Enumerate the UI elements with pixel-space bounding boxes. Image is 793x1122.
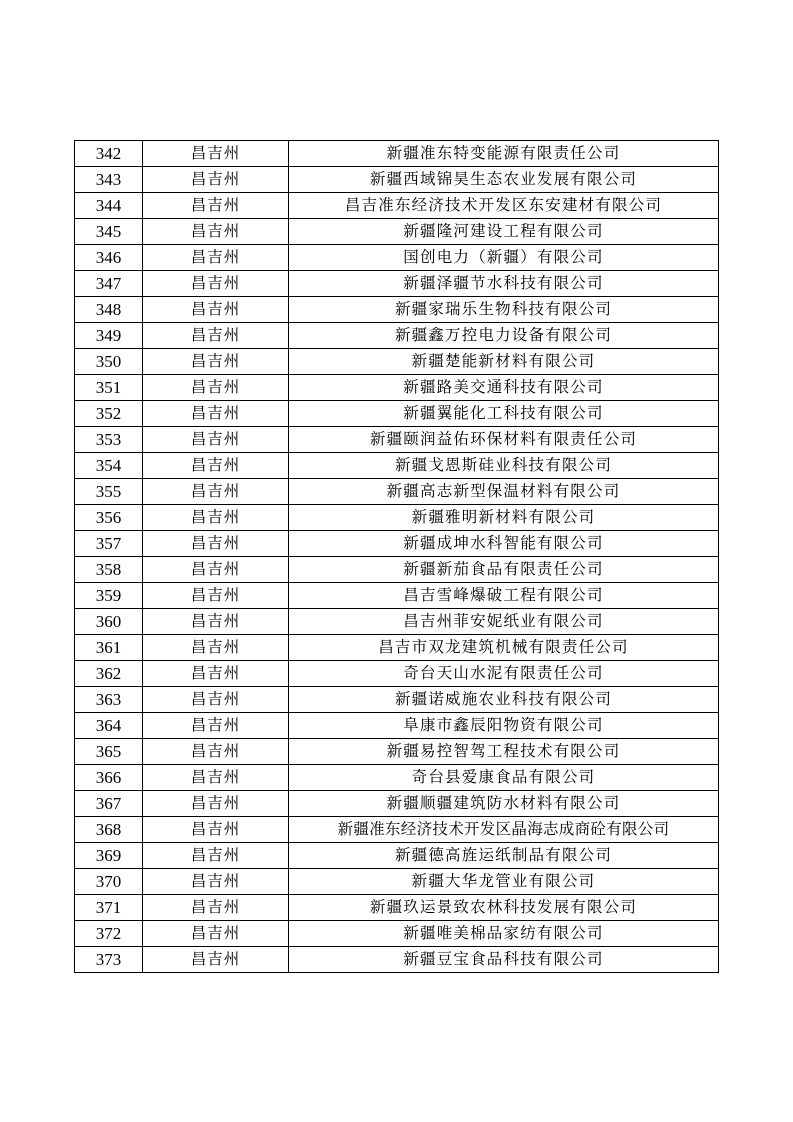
company-name-cell: 新疆顺疆建筑防水材料有限公司 — [289, 791, 719, 817]
region-cell: 昌吉州 — [143, 531, 289, 557]
region-cell: 昌吉州 — [143, 323, 289, 349]
row-number: 347 — [75, 271, 143, 297]
row-number: 371 — [75, 895, 143, 921]
region-cell: 昌吉州 — [143, 271, 289, 297]
table-row — [75, 479, 719, 505]
row-number: 372 — [75, 921, 143, 947]
row-number: 350 — [75, 349, 143, 375]
company-name-cell: 昌吉市双龙建筑机械有限责任公司 — [289, 635, 719, 661]
region-cell: 昌吉州 — [143, 245, 289, 271]
region-cell: 昌吉州 — [143, 349, 289, 375]
table-row — [75, 531, 719, 557]
row-number: 346 — [75, 245, 143, 271]
region-cell: 昌吉州 — [143, 141, 289, 167]
table-row — [75, 557, 719, 583]
region-cell: 昌吉州 — [143, 739, 289, 765]
table-row — [75, 271, 719, 297]
row-number: 359 — [75, 583, 143, 609]
document-page — [74, 140, 718, 973]
row-number: 356 — [75, 505, 143, 531]
row-number: 362 — [75, 661, 143, 687]
region-cell: 昌吉州 — [143, 375, 289, 401]
table-row — [75, 427, 719, 453]
company-name-cell: 阜康市鑫辰阳物资有限公司 — [289, 713, 719, 739]
row-number: 358 — [75, 557, 143, 583]
table-row — [75, 167, 719, 193]
row-number: 351 — [75, 375, 143, 401]
table-row — [75, 817, 719, 843]
company-name-cell: 新疆高志新型保温材料有限公司 — [289, 479, 719, 505]
region-cell: 昌吉州 — [143, 895, 289, 921]
row-number: 366 — [75, 765, 143, 791]
region-cell: 昌吉州 — [143, 635, 289, 661]
region-cell: 昌吉州 — [143, 869, 289, 895]
region-cell: 昌吉州 — [143, 453, 289, 479]
row-number: 342 — [75, 141, 143, 167]
table-row — [75, 635, 719, 661]
region-cell: 昌吉州 — [143, 765, 289, 791]
row-number: 343 — [75, 167, 143, 193]
company-name-cell: 新疆翼能化工科技有限公司 — [289, 401, 719, 427]
row-number: 373 — [75, 947, 143, 973]
table-row — [75, 687, 719, 713]
region-cell: 昌吉州 — [143, 401, 289, 427]
row-number: 353 — [75, 427, 143, 453]
company-name-cell: 新疆唯美棉品家纺有限公司 — [289, 921, 719, 947]
company-name-cell: 新疆隆河建设工程有限公司 — [289, 219, 719, 245]
table-row — [75, 297, 719, 323]
row-number: 369 — [75, 843, 143, 869]
table-row — [75, 453, 719, 479]
company-name-cell: 新疆诺威施农业科技有限公司 — [289, 687, 719, 713]
company-name-cell: 奇台县爱康食品有限公司 — [289, 765, 719, 791]
company-name-cell: 新疆楚能新材料有限公司 — [289, 349, 719, 375]
region-cell: 昌吉州 — [143, 557, 289, 583]
company-name-cell: 昌吉雪峰爆破工程有限公司 — [289, 583, 719, 609]
company-name-cell: 新疆易控智驾工程技术有限公司 — [289, 739, 719, 765]
region-cell: 昌吉州 — [143, 193, 289, 219]
company-name-cell: 新疆西域锦昊生态农业发展有限公司 — [289, 167, 719, 193]
row-number: 370 — [75, 869, 143, 895]
row-number: 361 — [75, 635, 143, 661]
company-name-cell: 新疆准东经济技术开发区晶海志成商砼有限公司 — [289, 817, 719, 843]
company-name-cell: 新疆豆宝食品科技有限公司 — [289, 947, 719, 973]
row-number: 360 — [75, 609, 143, 635]
company-name-cell: 新疆颐润益佑环保材料有限责任公司 — [289, 427, 719, 453]
row-number: 344 — [75, 193, 143, 219]
table-row — [75, 245, 719, 271]
region-cell: 昌吉州 — [143, 583, 289, 609]
region-cell: 昌吉州 — [143, 219, 289, 245]
table-row — [75, 193, 719, 219]
table-row — [75, 401, 719, 427]
table-row — [75, 947, 719, 973]
region-cell: 昌吉州 — [143, 661, 289, 687]
row-number: 345 — [75, 219, 143, 245]
table-row — [75, 583, 719, 609]
company-name-cell: 新疆泽疆节水科技有限公司 — [289, 271, 719, 297]
company-name-cell: 昌吉准东经济技术开发区东安建材有限公司 — [289, 193, 719, 219]
region-cell: 昌吉州 — [143, 687, 289, 713]
region-cell: 昌吉州 — [143, 505, 289, 531]
company-name-cell: 新疆大华龙管业有限公司 — [289, 869, 719, 895]
table-body — [75, 141, 719, 973]
company-name-cell: 新疆成坤水科智能有限公司 — [289, 531, 719, 557]
row-number: 363 — [75, 687, 143, 713]
table-row — [75, 141, 719, 167]
table-row — [75, 661, 719, 687]
table-row — [75, 765, 719, 791]
region-cell: 昌吉州 — [143, 947, 289, 973]
region-cell: 昌吉州 — [143, 791, 289, 817]
region-cell: 昌吉州 — [143, 297, 289, 323]
company-name-cell: 新疆路美交通科技有限公司 — [289, 375, 719, 401]
row-number: 365 — [75, 739, 143, 765]
region-cell: 昌吉州 — [143, 921, 289, 947]
table-row — [75, 895, 719, 921]
table-row — [75, 869, 719, 895]
table-row — [75, 843, 719, 869]
row-number: 357 — [75, 531, 143, 557]
region-cell: 昌吉州 — [143, 167, 289, 193]
region-cell: 昌吉州 — [143, 713, 289, 739]
table-row — [75, 349, 719, 375]
row-number: 367 — [75, 791, 143, 817]
region-cell: 昌吉州 — [143, 817, 289, 843]
table-row — [75, 609, 719, 635]
company-name-cell: 新疆鑫万控电力设备有限公司 — [289, 323, 719, 349]
row-number: 354 — [75, 453, 143, 479]
table-row — [75, 505, 719, 531]
row-number: 355 — [75, 479, 143, 505]
company-name-cell: 新疆玖运景致农林科技发展有限公司 — [289, 895, 719, 921]
company-name-cell: 新疆德高旌运纸制品有限公司 — [289, 843, 719, 869]
region-cell: 昌吉州 — [143, 479, 289, 505]
row-number: 348 — [75, 297, 143, 323]
company-name-cell: 新疆戈恩斯硅业科技有限公司 — [289, 453, 719, 479]
row-number: 352 — [75, 401, 143, 427]
table-row — [75, 791, 719, 817]
table-row — [75, 323, 719, 349]
company-name-cell: 昌吉州菲安妮纸业有限公司 — [289, 609, 719, 635]
region-cell: 昌吉州 — [143, 609, 289, 635]
region-cell: 昌吉州 — [143, 843, 289, 869]
table-row — [75, 713, 719, 739]
company-list-table — [74, 140, 719, 973]
row-number: 349 — [75, 323, 143, 349]
table-row — [75, 375, 719, 401]
company-name-cell: 新疆新茄食品有限责任公司 — [289, 557, 719, 583]
company-name-cell: 奇台天山水泥有限责任公司 — [289, 661, 719, 687]
table-row — [75, 921, 719, 947]
row-number: 368 — [75, 817, 143, 843]
table-row — [75, 219, 719, 245]
company-name-cell: 国创电力（新疆）有限公司 — [289, 245, 719, 271]
row-number: 364 — [75, 713, 143, 739]
table-row — [75, 739, 719, 765]
company-name-cell: 新疆准东特变能源有限责任公司 — [289, 141, 719, 167]
company-name-cell: 新疆雅明新材料有限公司 — [289, 505, 719, 531]
company-name-cell: 新疆家瑞乐生物科技有限公司 — [289, 297, 719, 323]
region-cell: 昌吉州 — [143, 427, 289, 453]
